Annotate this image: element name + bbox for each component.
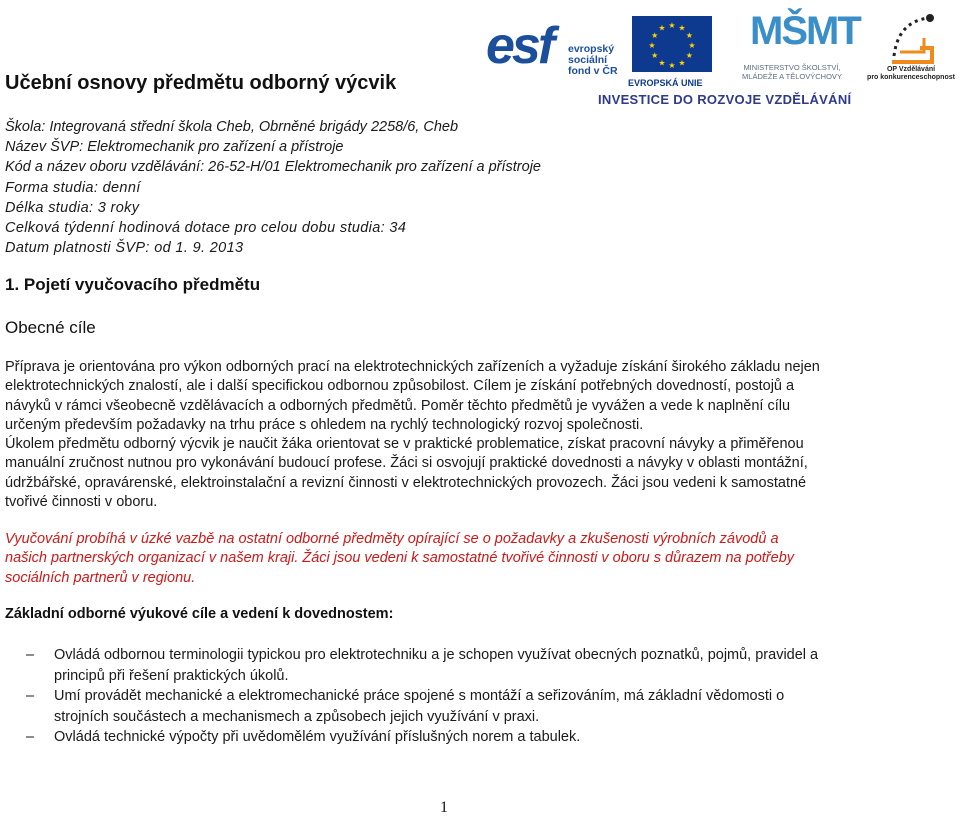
paragraph-line: Úkolem předmětu odborný výcvik je naučit žáka orientovat se v praktické problematice, získat pracovní návyky a přiměřenou xyxy=(5,436,804,452)
eu-label: EVROPSKÁ UNIE xyxy=(628,78,703,88)
dash-bullet: – xyxy=(26,647,35,663)
info-hours: Celková týdenní hodinová dotace pro celou dobu studia: 34 xyxy=(5,220,407,237)
msmt-label-line: MINISTERSTVO ŠKOLSTVÍ, xyxy=(743,63,841,72)
svg-text:★: ★ xyxy=(688,41,696,50)
op-label-line: OP Vzdělávání xyxy=(886,66,936,73)
list-item xyxy=(0,727,940,748)
msmt-label xyxy=(726,64,858,81)
svg-text:★: ★ xyxy=(685,51,693,60)
msmt-label-line: MLÁDEŽE A TĚLOVÝCHOVY xyxy=(742,71,842,81)
page-number: 1 xyxy=(440,799,448,816)
svg-text:★: ★ xyxy=(651,31,659,40)
info-school: Škola: Integrovaná střední škola Cheb, Obrněné brigády 2258/6, Cheb xyxy=(5,119,459,135)
msmt-logo xyxy=(726,8,858,88)
list-item xyxy=(0,645,940,686)
svg-text:★: ★ xyxy=(658,23,666,33)
esf-text-line: evropský xyxy=(568,43,615,55)
op-logo xyxy=(862,8,960,88)
dash-bullet: – xyxy=(26,688,35,704)
list-item-text: strojních součástech a mechanismech a způsobech jejich využívání v praxi. xyxy=(54,708,540,725)
goals-list xyxy=(0,645,940,748)
info-field: Kód a název oboru vzdělávání: 26-52-H/01 Elektromechanik pro zařízení a přístroje xyxy=(5,159,541,176)
esf-mark: esf xyxy=(486,17,553,75)
list-item-text: Ovládá odbornou terminologii typickou pro elektrotechniku a je schopen využívat obecných poznatků, pojmů, pravidel a xyxy=(54,647,819,663)
svg-text:★: ★ xyxy=(678,58,686,68)
list-item-text: principů při řešení praktických úkolů. xyxy=(54,667,289,684)
svg-text:★: ★ xyxy=(685,31,693,40)
svg-text:★: ★ xyxy=(668,21,676,30)
esf-logo xyxy=(486,14,621,86)
list-item xyxy=(0,686,940,727)
svg-text:★: ★ xyxy=(658,58,666,68)
msmt-mark: MŠMT xyxy=(750,9,860,53)
invest-slogan: INVESTICE DO ROZVOJE VZDĚLÁVÁNÍ xyxy=(598,92,852,107)
document-title: Učební osnovy předmětu odborný výcvik xyxy=(5,72,397,94)
section-title: 1. Pojetí vyučovacího předmětu xyxy=(5,275,261,294)
svg-text:★: ★ xyxy=(678,23,686,33)
op-label xyxy=(862,66,960,82)
paragraph-line: určeným především požadavky na trhu práce s ohledem na rychlý technologický rozvoj společnosti. xyxy=(5,416,644,433)
school-info xyxy=(5,117,541,258)
op-vzdelavani-icon xyxy=(884,12,940,64)
eu-flag-icon xyxy=(632,16,712,72)
paragraph-line: Příprava je orientována pro výkon odborných prací na elektrotechnických zařízeních a vyžaduje získání širokého základu nejen xyxy=(5,359,820,375)
paragraph-task xyxy=(5,435,939,512)
paragraph-line: manuální zručnost nutnou pro vykonávání budoucí profese. Žáci si osvojují praktické dovednosti a návyky v oblasti montážní, xyxy=(5,455,808,472)
paragraph-line: údržbářské, opravárenské, elektroinstalační a revizní činnosti v elektrotechnických provozech. Žáci jsou vedeni k samostatné xyxy=(5,474,807,491)
eu-logo xyxy=(628,16,716,90)
dash-bullet: – xyxy=(26,729,35,745)
list-item-text: Ovládá technické výpočty při uvědomělém využívání příslušných norem a tabulek. xyxy=(54,729,581,745)
info-form: Forma studia: denní xyxy=(5,179,141,196)
svg-text:★: ★ xyxy=(651,51,659,60)
info-length: Délka studia: 3 roky xyxy=(5,199,140,216)
paragraph-line: tvořivé činnosti v oboru. xyxy=(5,493,158,510)
paragraph-line: Vyučování probíhá v úzké vazbě na ostatní odborné předměty opírající se o požadavky a zkušenosti výrobních závodů a xyxy=(5,531,779,547)
info-validity: Datum platnosti ŠVP: od 1. 9. 2013 xyxy=(5,240,244,257)
paragraph-line: našich partnerských organizací v našem kraji. Žáci jsou vedeni k samostatné tvořivé činnosti v oboru s důrazem na potřeby xyxy=(5,550,795,567)
info-svp-name: Název ŠVP: Elektromechanik pro zařízení a přístroje xyxy=(5,139,344,156)
list-item-text: Umí provádět mechanické a elektromechanické práce spojené s montáží a seřizováním, má základní vědomosti o xyxy=(54,688,785,704)
paragraph-line: elektrotechnických znalostí, ale i další specifickou odbornou způsobilost. Cílem je získání potřebných dovedností, postojů a xyxy=(5,378,795,395)
paragraph-line: návyků v rámci všeobecně vzdělávacích a odborných předmětů. Poměr těchto předmětů je vyvážen a vede k naplnění cílu xyxy=(5,397,791,414)
op-label-line: pro konkurenceschopnost xyxy=(867,74,955,81)
subsection-title: Obecné cíle xyxy=(5,318,96,337)
paragraph-intro xyxy=(5,358,939,435)
svg-text:★: ★ xyxy=(668,61,676,70)
paragraph-line: sociálních partnerů v regionu. xyxy=(5,569,196,586)
paragraph-partners xyxy=(5,530,939,588)
svg-text:★: ★ xyxy=(648,41,656,50)
esf-text-line: fond v ČR xyxy=(568,65,618,77)
logo-banner xyxy=(486,8,960,110)
esf-text xyxy=(568,44,618,77)
goals-heading: Základní odborné výukové cíle a vedení k dovednostem: xyxy=(5,606,394,622)
esf-text-line: sociální xyxy=(568,54,608,66)
